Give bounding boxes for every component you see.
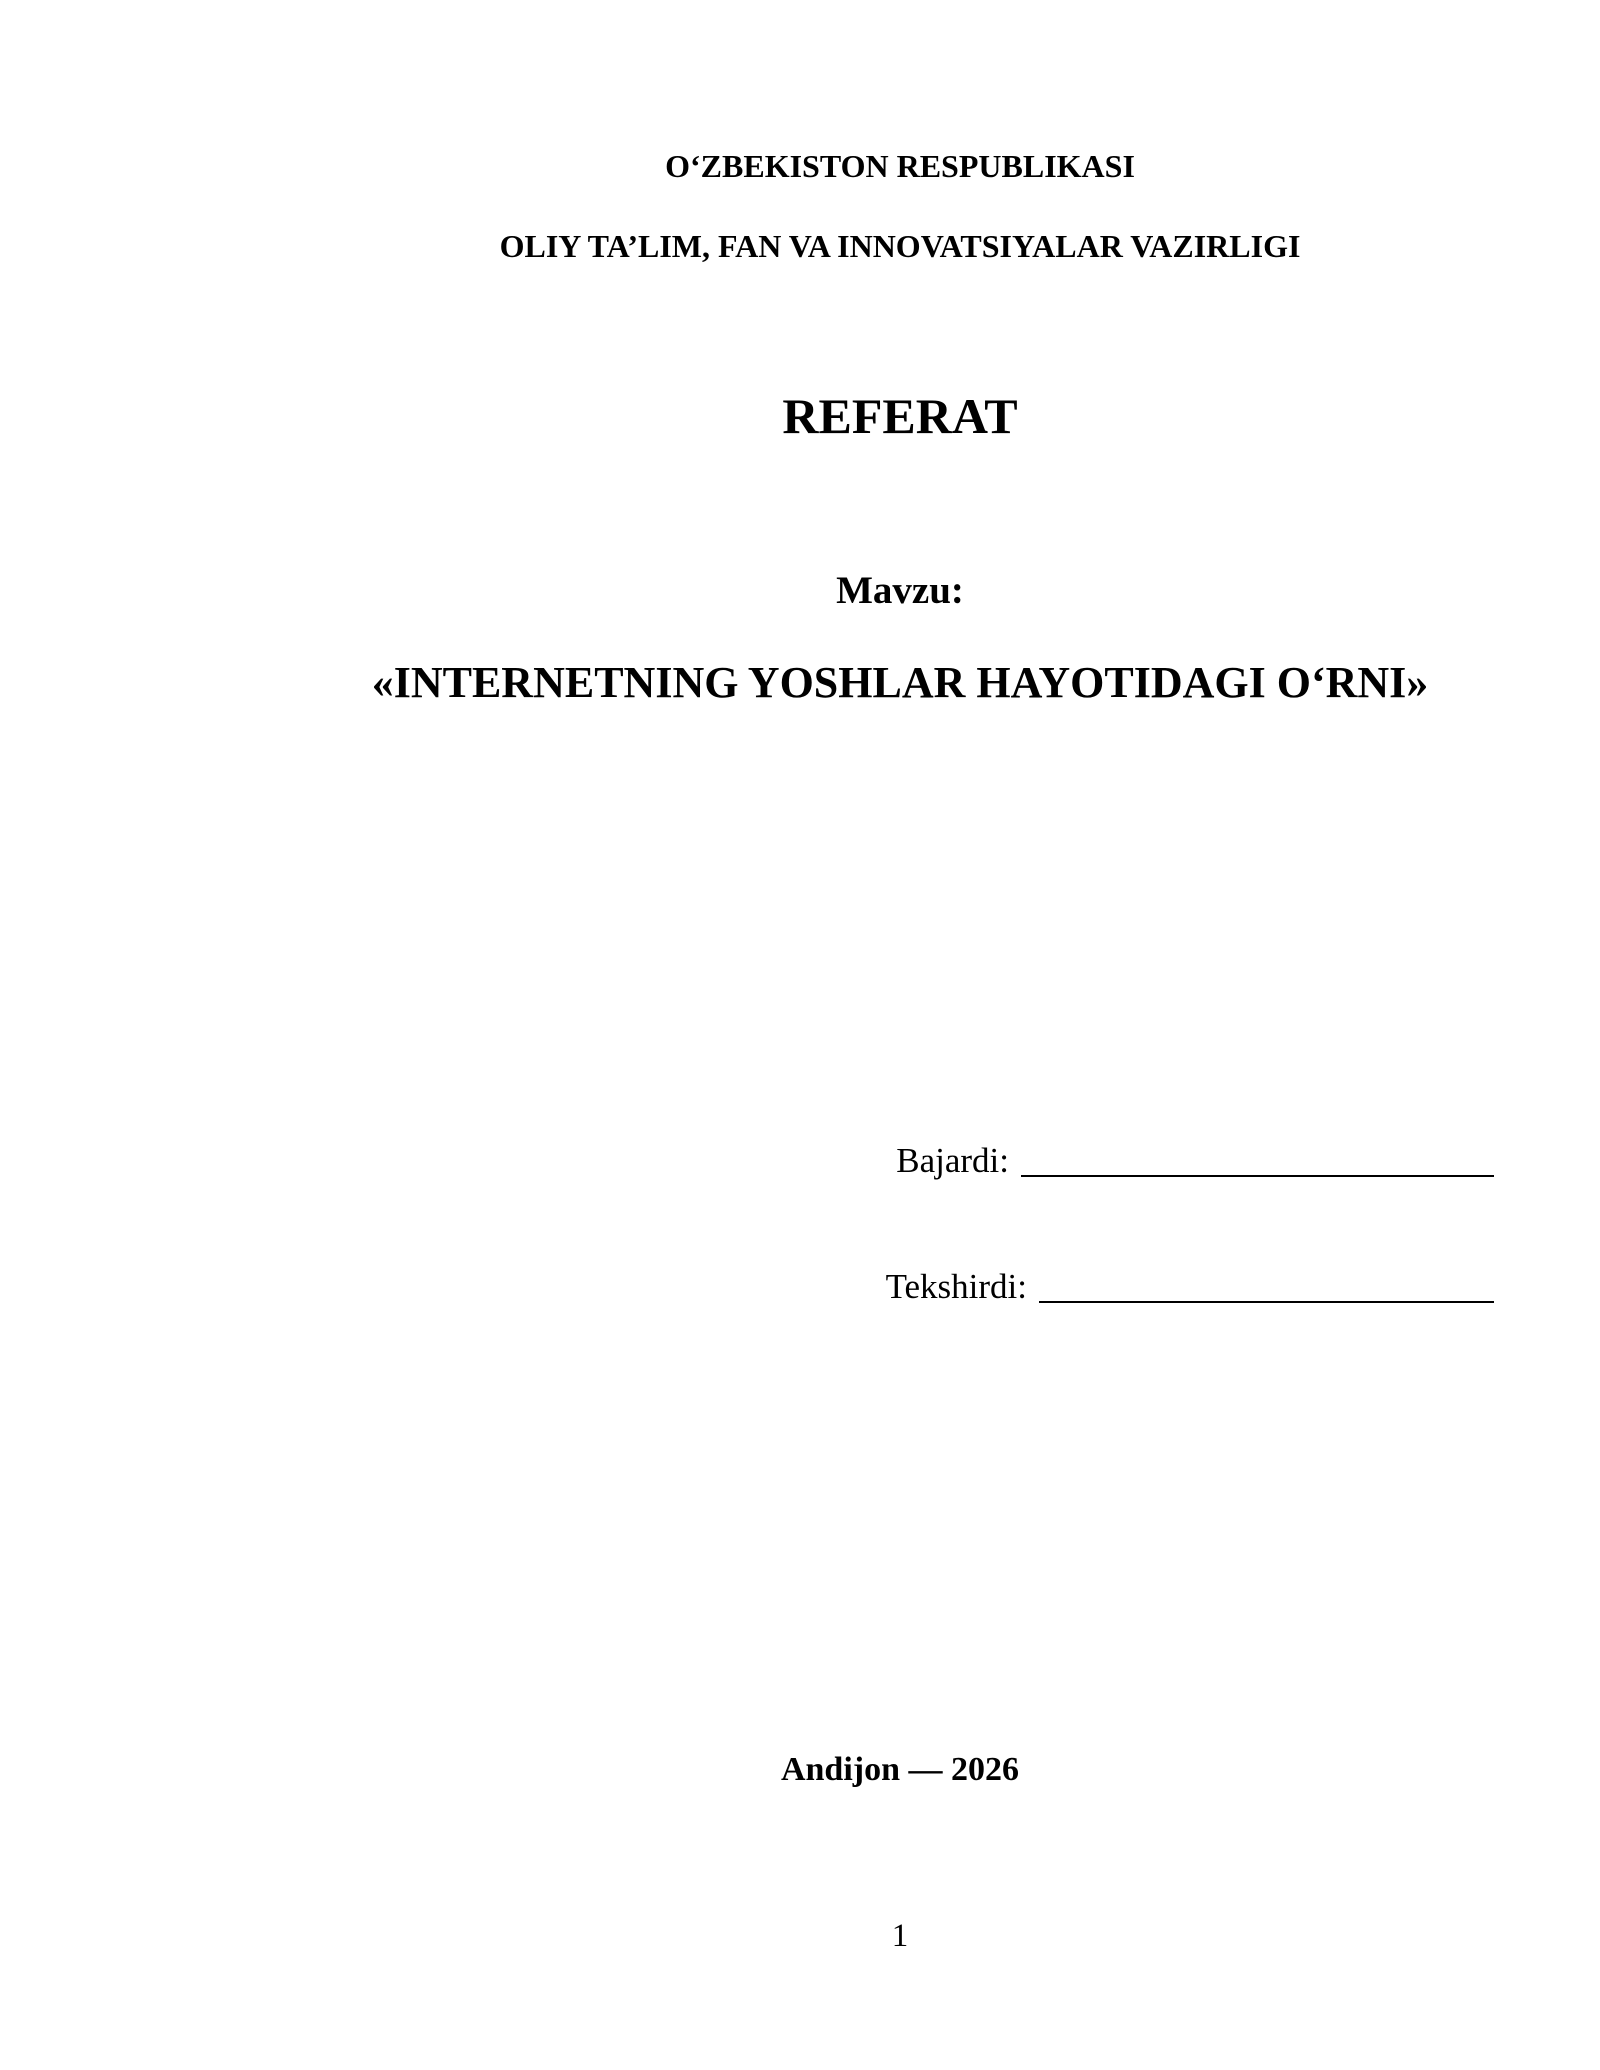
page-number: 1 [891, 1918, 909, 1954]
checked-by-label: Tekshirdi: [885, 1267, 1027, 1306]
city-year: Andijon — 2026 [780, 1751, 1020, 1788]
ministry-heading: OLIY TA’LIM, FAN VA INNOVATSIYALAR VAZIRLIGI [499, 228, 1301, 264]
performed-by-blank [1021, 1143, 1494, 1177]
document-type-title: REFERAT [782, 388, 1018, 444]
country-heading: O‘ZBEKISTON RESPUBLIKASI [665, 148, 1135, 184]
performed-by-line [896, 1141, 1494, 1181]
checked-by-line [886, 1267, 1494, 1307]
topic-label: Mavzu: [836, 569, 964, 612]
performed-by-label: Bajardi: [896, 1141, 1009, 1180]
checked-by-blank [1039, 1269, 1494, 1303]
topic-title: «INTERNETNING YOSHLAR HAYOTIDAGI O‘RNI» [371, 658, 1429, 707]
